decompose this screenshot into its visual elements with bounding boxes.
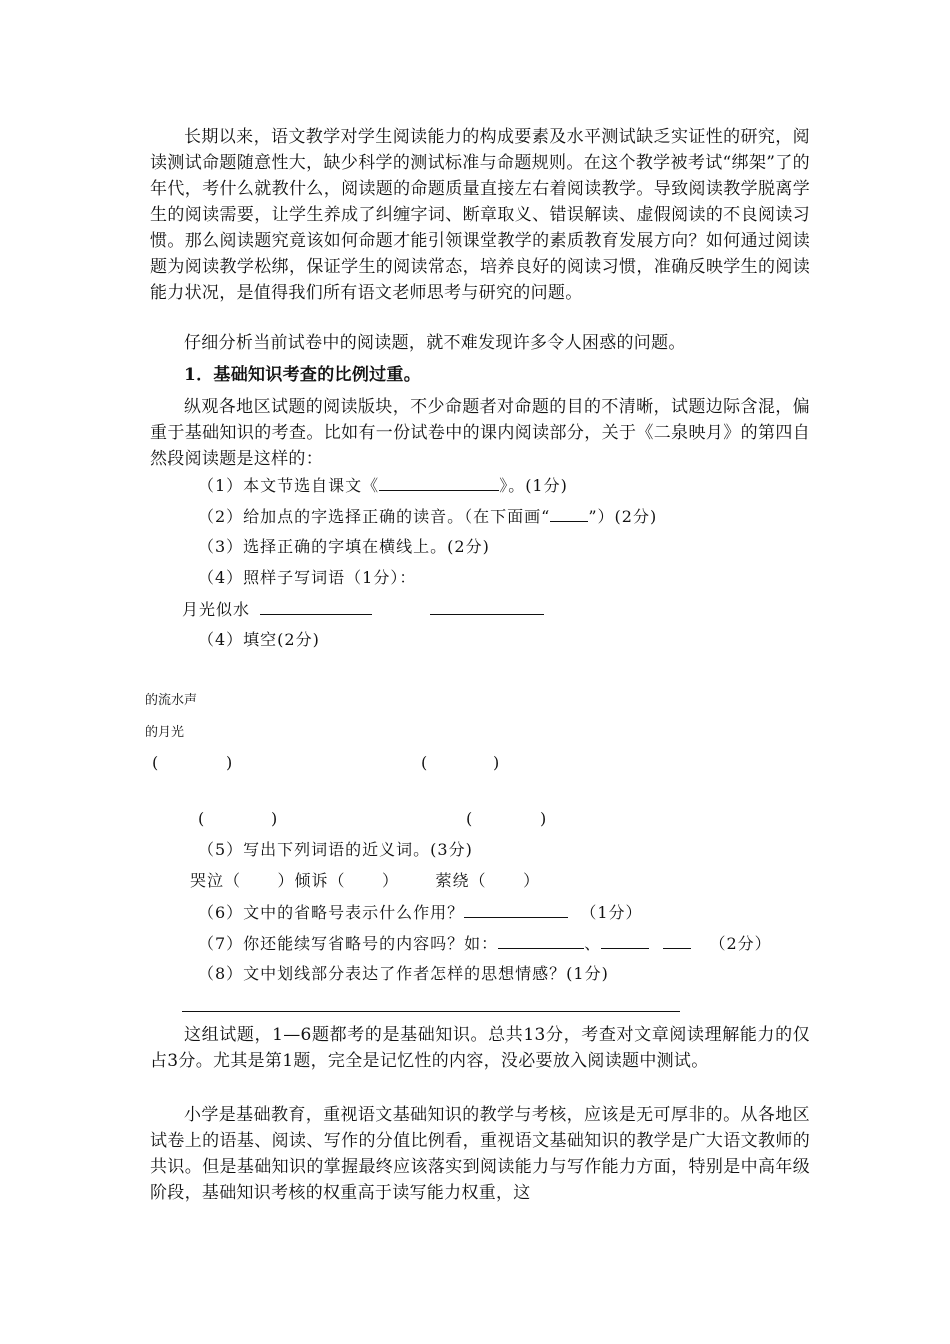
question-6 [198,901,643,924]
question-4-example [182,598,544,621]
question-4b: （4）填空(2分) [198,630,320,649]
paren-left-3: ( [198,809,206,828]
paren-left-1: ( [152,753,160,772]
summary-paragraph: 这组试题，1—6题都考的是基础知识。总共13分，考查对文章阅读理解能力的仅占3分。尤其是第1题，完全是记忆性的内容，没必要放入阅读题中测试。 [150,1025,810,1071]
intro-paragraph: 长期以来，语文教学对学生阅读能力的构成要素及水平测试缺乏实证性的研究，阅读测试命题随意性大，缺少科学的测试标准与命题规则。在这个教学被考试“绑架”了的年代，考什么就教什么，阅读题的命题质量直接左右着阅读教学。导致阅读教学脱离学生的阅读需要，让学生养成了纠缠字词、断章取义、错误解读、虚假阅读的不良阅读习惯。那么阅读题究竟该如何命题才能引领课堂教学的素质教育发展方向？如何通过阅读题为阅读教学松绑，保证学生的阅读常态，培养良好的阅读习惯，准确反映学生的阅读能力状况，是值得我们所有语文老师思考与研究的问题。 [150,127,810,303]
answer-blank [601,932,649,949]
question-3: （3）选择正确的字填在横线上。(2分) [198,537,490,556]
closing-paragraph: 小学是基础教育，重视语文基础知识的教学与考核，应该是无可厚非的。从各地区试卷上的语基、阅读、写作的分值比例看，重视语文基础知识的教学是广大语文教师的共识。但是基础知识的掌握最终应该落实到阅读能力与写作能力方面，特别是中高年级阶段，基础知识考核的权重高于读写能力权重，这 [150,1105,810,1203]
answer-blank [498,932,584,949]
question-8: （8）文中划线部分表达了作者怎样的思想情感？(1分) [198,964,609,983]
paren-right-2: ) [493,753,501,772]
fill-blank-label-2: 的月光 [145,725,185,740]
question-7 [198,932,772,955]
fill-blank-label-1: 的流水声 [145,693,198,708]
question-1-text: （1）本文节选自课文《 [198,476,380,495]
answer-blank [260,598,372,615]
question-4: （4）照样子写词语（1分）： [198,568,417,587]
answer-blank [430,598,544,615]
analysis-line: 仔细分析当前试卷中的阅读题，就不难发现许多令人困惑的问题。 [184,333,686,353]
answer-line [182,1011,680,1012]
question-2-text: （2）给加点的字选择正确的读音。（在下面画“ [198,507,551,526]
answer-blank [663,932,691,949]
paren-right-1: ) [226,753,234,772]
section-heading: 1．基础知识考查的比例过重。 [184,365,422,385]
question-2 [198,505,657,528]
question-2-score: ”）(2分) [588,507,658,526]
answer-blank [464,901,568,918]
question-1-score: 》。(1分) [499,476,568,495]
paren-left-4: ( [466,809,474,828]
question-6-text: （6）文中的省略号表示什么作用？ [198,903,465,922]
question-1 [198,474,568,497]
paren-left-2: ( [421,753,429,772]
example-word: 月光似水 [182,600,251,619]
question-5-words: 哭泣（ ）倾诉（ ） 萦绕（ ） [190,871,541,890]
question-7-score: （2分） [691,934,772,953]
paren-right-4: ) [540,809,548,828]
question-5: （5）写出下列词语的近义词。(3分) [198,840,473,859]
paren-right-3: ) [271,809,279,828]
question-7-separator: 、 [584,934,602,953]
overview-paragraph: 纵观各地区试题的阅读版块，不少命题者对命题的目的不清晰，试题边际含混，偏重于基础知识的考查。比如有一份试卷中的课内阅读部分，关于《二泉映月》的第四自然段阅读题是这样的： [150,397,810,469]
answer-blank [379,474,499,491]
question-7-text: （7）你还能续写省略号的内容吗？如： [198,934,499,953]
answer-blank [550,505,588,522]
question-6-score: （1分） [568,903,643,922]
